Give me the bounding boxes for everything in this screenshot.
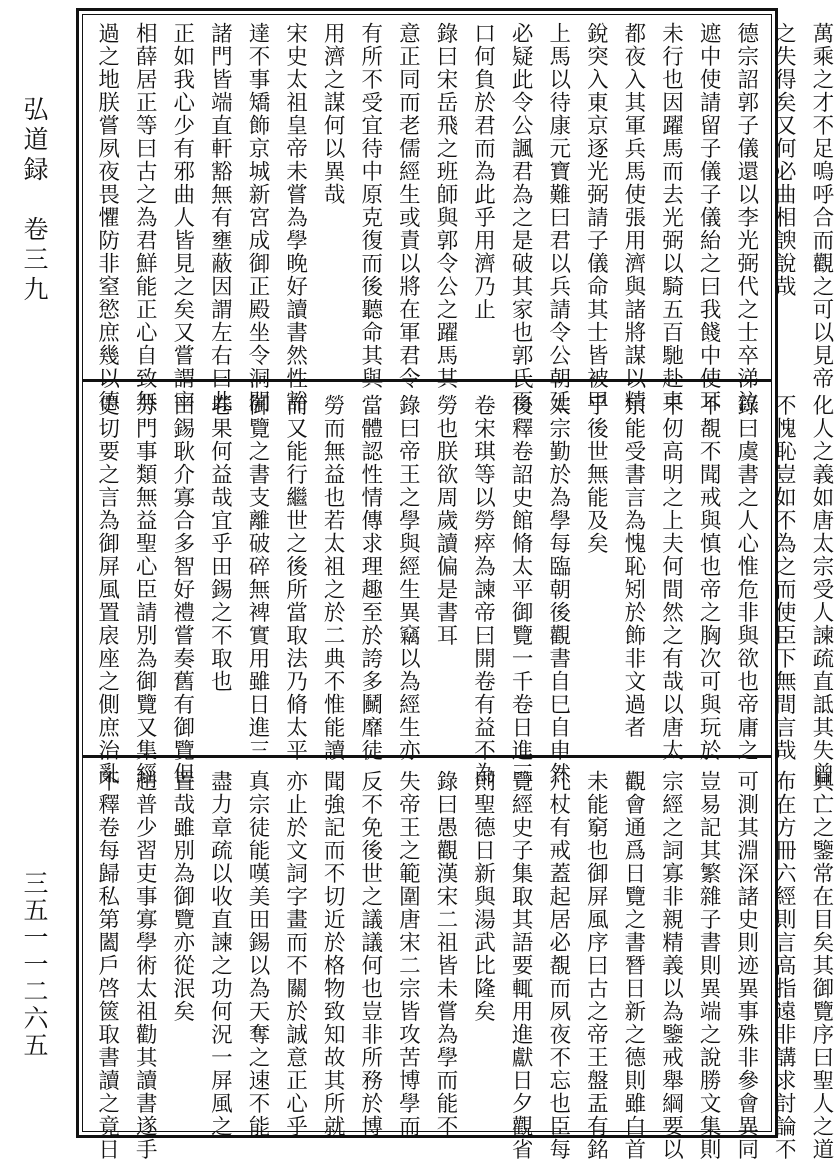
page-number: 三五一一二六五 [20, 870, 49, 1059]
text-column: 宗能受書言為愧恥矧於飾非文過者 [620, 394, 646, 739]
text-column: 用濟之謀何以異哉 [320, 22, 346, 206]
text-column: 宗經之詞寡非親精義以為鑒戒舉綱要以 [658, 770, 684, 1161]
text-panel-top [88, 22, 834, 413]
text-column: 上馬以待康元寶難曰君以兵請令公朝廷 [545, 22, 571, 413]
text-column: 真宗徒能嘆美田錫以為天奪之速不能 [244, 770, 270, 1138]
text-column: 勞而無益也若太祖之於二典不惟能讀 [320, 394, 346, 762]
text-column: 置哉雖別為御覽亦從泯矣 [169, 770, 195, 1023]
text-column: 反不免後世之議議何也豈非所務於博 [357, 770, 383, 1138]
text-column: 必疑此令公諷君為之是破其家也郭氏百 [508, 22, 534, 413]
text-column: 未行也因躍馬而去光弼以騎五百馳赴東 [658, 22, 684, 413]
text-column: 卷宋琪等以勞瘁為諫帝曰開卷有益不為 [470, 394, 496, 785]
text-column: 過之地朕嘗夙夜畏懼防非窒慾庶幾以德 [94, 22, 120, 413]
text-column: 未能窮也御屏風序曰古之帝王盤盂有銘 [583, 770, 609, 1161]
text-column: 錄曰宋岳飛之班師與郭令公之躍馬其 [432, 22, 458, 390]
text-column: 乎後世無能及矣 [583, 394, 609, 555]
text-column: 几杖有戒蓋起居必覩而夙夜不忘也臣每 [545, 770, 571, 1161]
text-column: 勞也朕欲周歲讀偏是書耳 [432, 394, 458, 647]
text-column: 聞強記而不切近於格物致知故其所就 [320, 770, 346, 1138]
text-column: 觀會通爲日覽之書朁日新之德則雖白首 [620, 770, 646, 1161]
text-column: 盡力章疏以收直諫之功何況一屏風之 [207, 770, 233, 1138]
text-column: 有所不受宜待中原克復而後聽命其與 [357, 22, 383, 390]
text-column: 豈易記其繁雜子書則異端之說勝文集則 [696, 770, 722, 1161]
text-column: 達不事矯飾京城新宮成御正殿坐令洞開 [244, 22, 270, 413]
text-panel-bottom [88, 770, 834, 1161]
text-column: 萬乘之才不足嗚呼合而觀之可以見帝 [808, 22, 834, 390]
text-column: 正如我心少有邪曲人皆見之矣又嘗謂宰 [169, 22, 195, 413]
text-column: 當體認性情傳求理趣至於誇多鬭靡徒 [357, 394, 383, 762]
text-column: 口何負於君而為此乎用濟乃止 [470, 22, 496, 321]
text-column: 相薛居正等曰古之為君鮮能正心自致無 [132, 22, 158, 413]
book-title: 弘道録 卷三九 [20, 96, 49, 306]
text-column: 田錫耿介寡合多智好禮嘗奏舊有御覽但 [169, 394, 195, 785]
text-column: 亦止於文詞字畫而不關於誠意正心乎 [282, 770, 308, 1138]
text-column: 分門事類無益聖心臣請別為御覽又集經 [132, 394, 158, 785]
text-column: 則聖德日新與湯武比隆矣 [470, 770, 496, 1023]
text-column: 銳突入東京逐光弼請子儀命其士皆被甲 [583, 22, 609, 413]
text-column: 不愧恥豈如不為之而使臣下無間言哉 [771, 394, 797, 762]
text-column: 史切要之言為御屏風置扆座之側庶治亂 [94, 394, 120, 785]
text-column: 太宗勤於為學每臨朝後觀書自巳自申然 [545, 394, 571, 785]
text-column: 不釋卷每歸私第闔戶啓篋取書讀之竟日 [94, 770, 120, 1161]
text-column: 御覽之書支離破碎無裨實用雖日進三 [244, 394, 270, 762]
text-column: 化人之義如唐太宗受人諫疏直詆其失曾 [808, 394, 834, 785]
text-column: 不覩不聞戒與慎也帝之胸次可與玩於 [696, 394, 722, 762]
text-column: 錄曰虞書之人心惟危非與欲也帝庸之 [733, 394, 759, 762]
text-column: 而又能行繼世之後所當取法乃脩太平 [282, 394, 308, 762]
text-column: 錄曰帝王之學與經生異竊以為經生亦 [395, 394, 421, 762]
text-column: 趙普少習吏事寡學術太祖勸其讀書遂手 [132, 770, 158, 1161]
text-column: 後釋卷詔史館脩太平御覽一千卷日進三 [508, 394, 534, 785]
text-column: 宋史太祖皇帝未嘗為學晚好讀書然性豁 [282, 22, 308, 413]
text-column: 錄曰愚觀漢宋二祖皆未嘗為學而能不 [432, 770, 458, 1138]
text-column: 意正同而老儒經生或責以將在軍君令 [395, 22, 421, 390]
text-column: 失帝王之範圍唐宋二宗皆攻苦博學而 [395, 770, 421, 1138]
text-column: 覽經史子集取其語要輒用進獻日夕觀省 [508, 770, 534, 1161]
text-column: 可測其淵深諸史則迹異事殊非參會異同 [733, 770, 759, 1161]
text-column: 千仞高明之上夫何間然之有哉以唐太 [658, 394, 684, 762]
text-column: 之失得矣又何必曲相諛說哉 [771, 22, 797, 298]
text-column: 德宗詔郭子儀還以李光弼代之士卒涕泣 [733, 22, 759, 413]
text-column: 遮中使請留子儀子儀紿之曰我餞中使耳 [696, 22, 722, 413]
text-column: 都夜入其軍兵馬使張用濟與諸將謀以精 [620, 22, 646, 413]
text-column: 諸門皆端直軒豁無有壅蔽因謂左右曰此 [207, 22, 233, 413]
text-column: 布在方冊六經則言高指遠非講求討論不 [771, 770, 797, 1161]
text-column: 卷果何益哉宜乎田錫之不取也 [207, 394, 233, 693]
text-column: 興亡之鑒常在目矣其御覽序曰聖人之道 [808, 770, 834, 1161]
text-panel-middle [88, 394, 834, 785]
